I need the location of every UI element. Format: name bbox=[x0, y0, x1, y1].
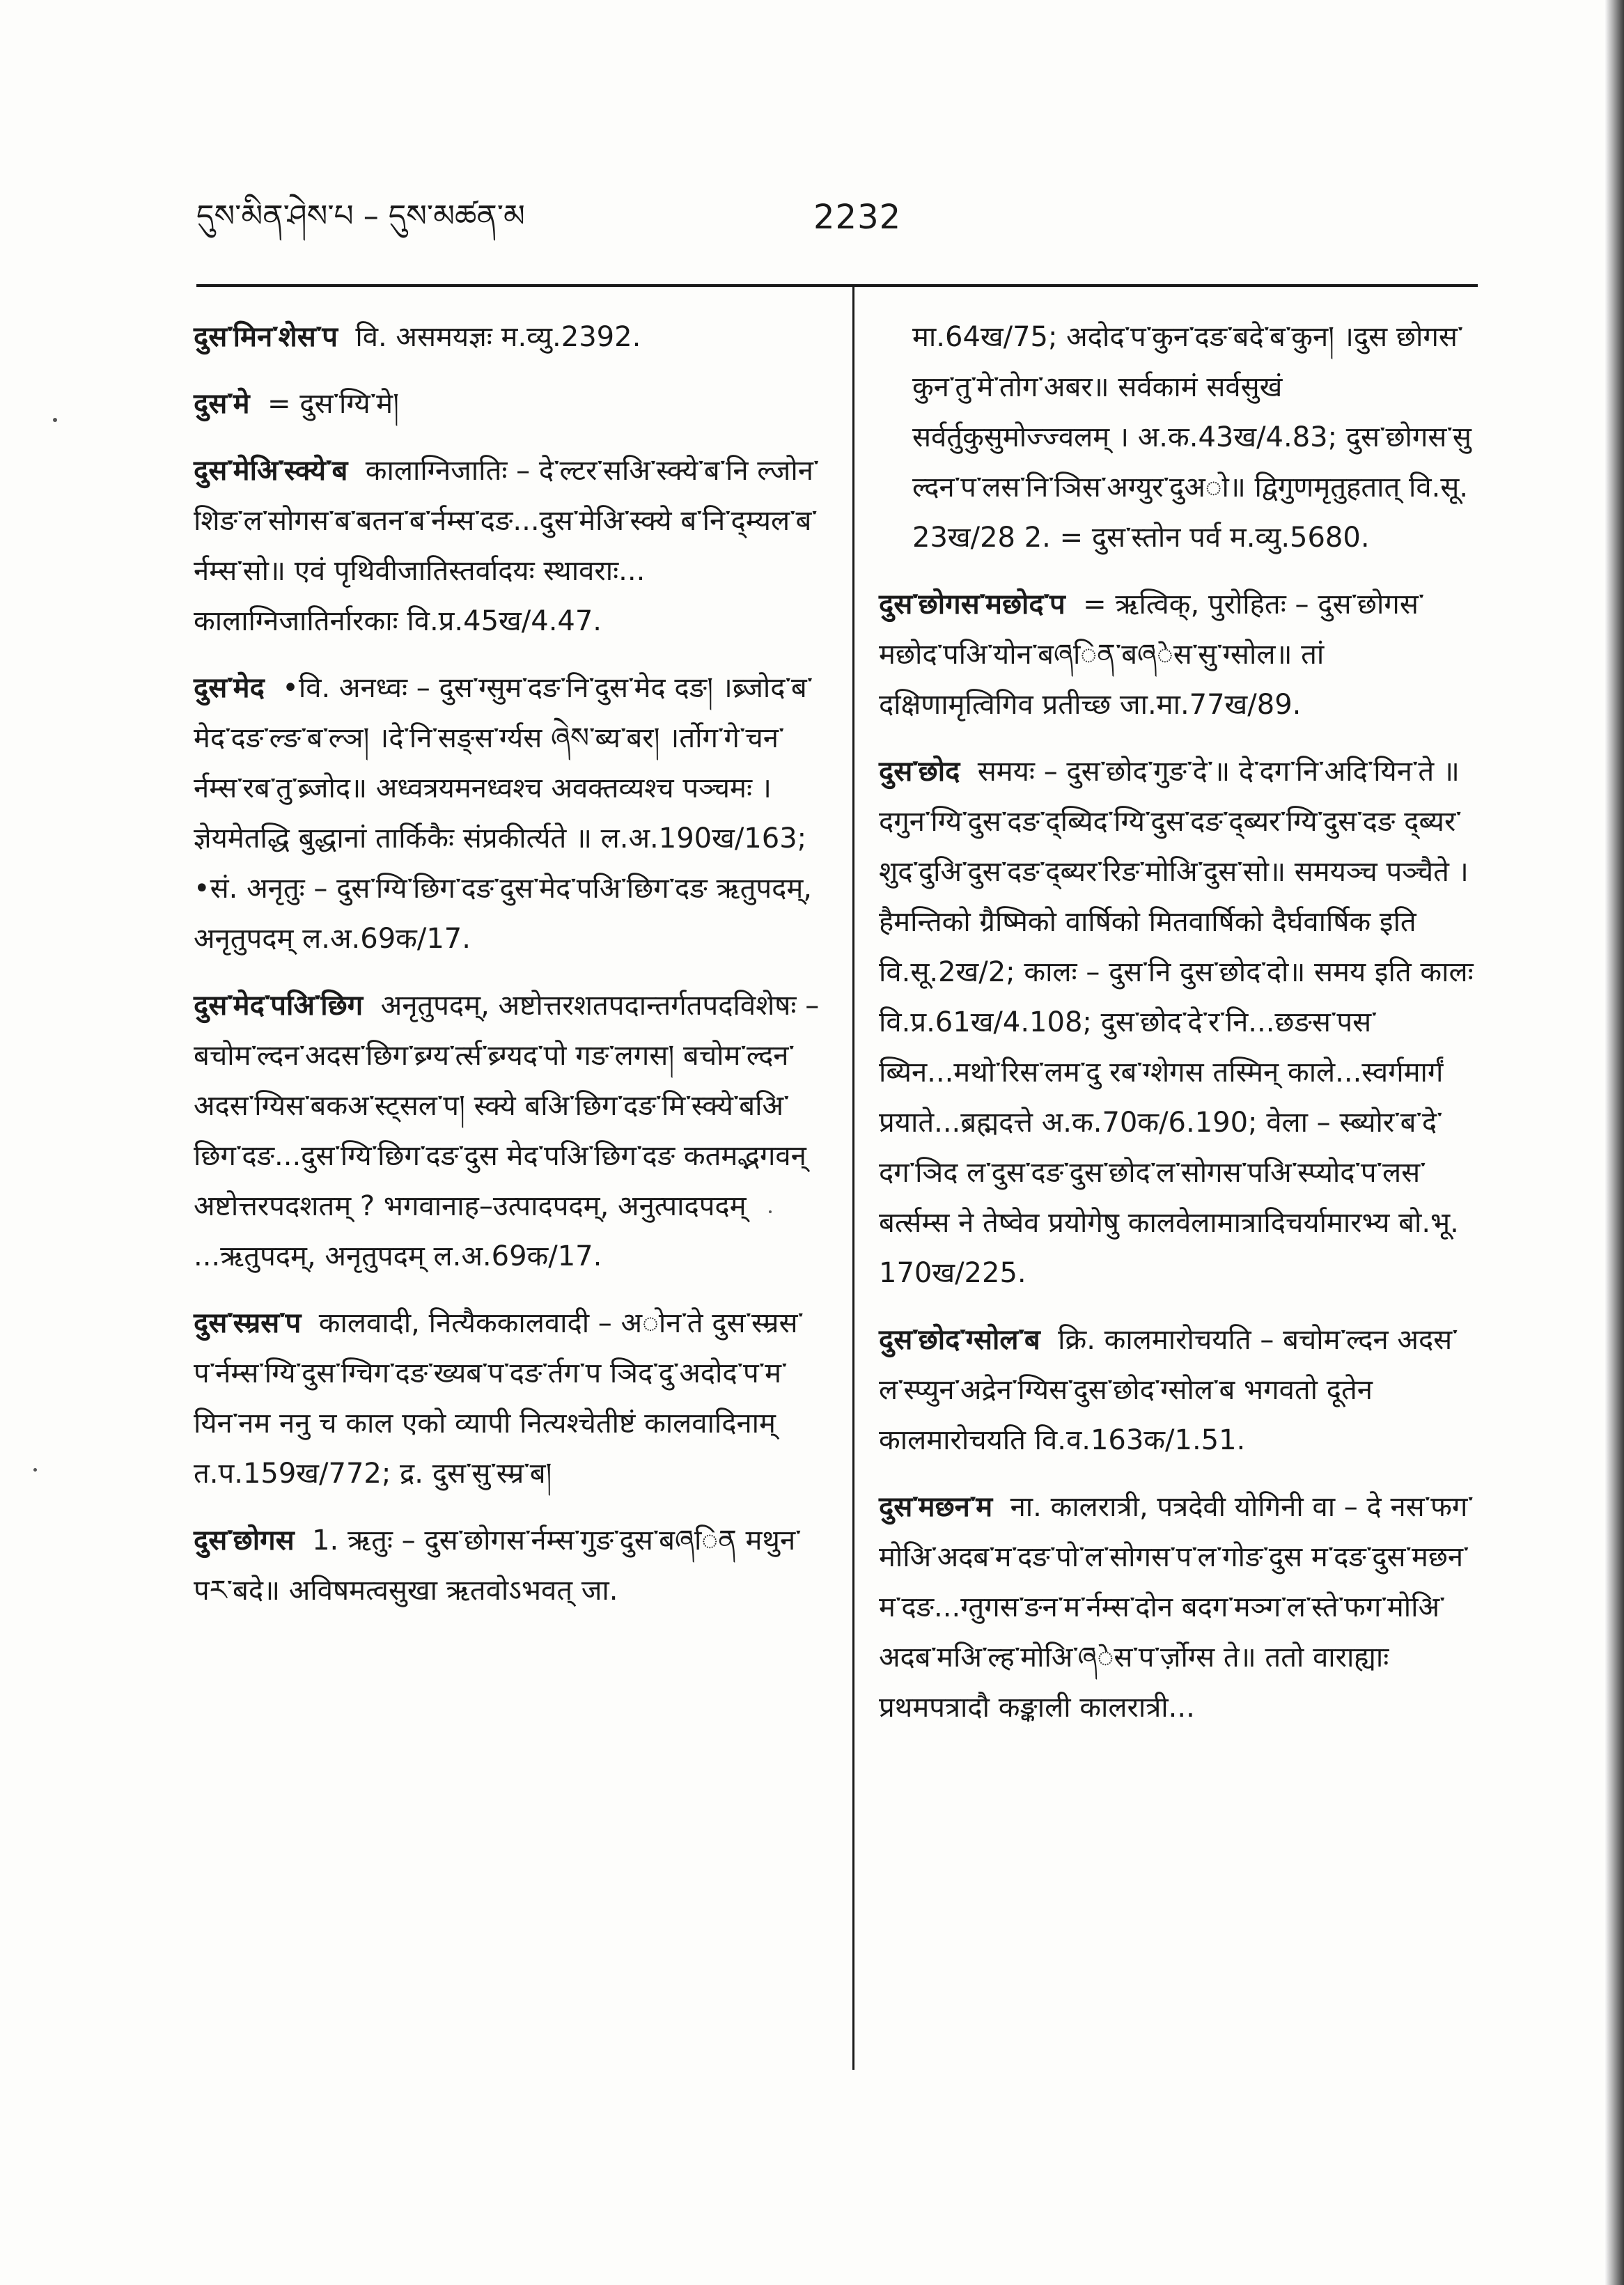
entry bbox=[194, 1298, 822, 1499]
entry bbox=[879, 1315, 1478, 1465]
page-number: 2232 bbox=[813, 198, 902, 237]
entry-headword: दुस་छोद་ग्सोल་ब bbox=[879, 1324, 1040, 1356]
scan-speck bbox=[53, 418, 57, 422]
entry-headword: दुस་मछन་म bbox=[879, 1491, 993, 1523]
entry-text: कालाग्निजातिः – दे་ल्टर་सअि་स्क्ये་ब་नि ल्जोन་शिङ་ल་सोगस་ब་बतन་ब་र्नम्स་दङ...दुस་मेअि་स्क्ये ब་नि་द्म्यल་ब་र्नम्स་सो॥ एवं पृथिवीजातिस्तर्वादयः स्थावराः... कालाग्निजातिर्नारकाः वि.प्र.45ख/4.47. bbox=[194, 455, 820, 637]
header-rule bbox=[196, 284, 1478, 287]
entry-headword: दुस་छोगस bbox=[194, 1524, 295, 1557]
entry-text: ना. कालरात्री, पत्रदेवी योगिनी वा – दे नस་फग་मोअि་अदब་म་दङ་पो་ल་सोगस་प་ल་गोङ་दुस म་दङ་दुस་मछन་म་दङ...ग्तुगस་ङन་म་र्नम्स་दोन बदग་मञ्ग་ल་स्ते་फग་मोअि་अदब་मअि་ल्ह་मोअि་ཞेस་प་र्ज़ोग्स ते॥ ततो वाराह्याः प्रथमपत्रादौ कङ्काली कालरात्री... bbox=[879, 1491, 1474, 1724]
entry bbox=[879, 747, 1478, 1298]
entry-text: समयः – दुस་छोद་गुङ་दे་॥ दे་दग་नि་अदि་यिन་ते ॥ दगुन་ग्यि་दुस་दङ་द्ब्यिद་ग्यि་दुस་दङ་द्ब्यर་ग्यि་दुस་दङ द्ब्यर་शुद་दुअि་दुस་दङ་द्ब्यर་रिङ་मोअि་दुस་सो॥ समयञ्च पञ्चैते । हैमन्तिको ग्रैष्मिको वार्षिको मितवार्षिको दैर्घवार्षिक इति वि.सू.2ख/2; कालः – दुस་नि दुस་छोद་दो॥ समय इति कालः वि.प्र.61ख/4.108; दुस་छोद་दे་र་नि...छङस་पस་ब्यिन...मथो་रिस་लम་दु रब་ग्शेगस तस्मिन् काले...स्वर्गमार्गं प्रयाते...ब्रह्मदत्ते अ.क.70क/6.190; वेला – स्ब्योर་ब་दे་दग་ञिद ल་दुस་दङ་दुस་छोद་ल་सोगस་पअि་स्प्योद་प་लस་बर्त्सम्स ने तेष्वेव प्रयोगेषु कालवेलामात्रादिचर्यामारभ्य बो.भू. 170ख/225. bbox=[879, 756, 1474, 1289]
running-head: དུས་མིན་ཤེས་པ – དུས་མཚན་མ bbox=[196, 198, 525, 234]
column-divider bbox=[852, 286, 854, 2070]
entry bbox=[879, 1482, 1478, 1733]
entry-headword: दुस་मे bbox=[194, 388, 250, 420]
entry-text: 1. ऋतुः – दुस་छोगस་र्नम्स་गुङ་दुस་बཞिན मथुन་पར་बदे॥ अविषमत्वसुखा ऋतवोऽभवत् जा. bbox=[194, 1524, 802, 1607]
entry-headword: दुस་मेद་पअि་छिग bbox=[194, 990, 364, 1022]
entry bbox=[194, 446, 822, 646]
entry-headword: दुस་मेअि་स्क्ये་ब bbox=[194, 455, 348, 487]
scan-speck bbox=[33, 1468, 37, 1472]
entry-text: •वि. अनध्वः – दुस་ग्सुम་दङ་नि་दुस་मेद दङ། ।ब्र्जोद་ब་मेद་दङ་ल्ङ་ब་ल्ञ། ।दे་नि་सङ्स་र्ग्यस ཞེས་ब्य་बर། ।र्तोग་गे་चन་र्नम्स་रब་तु་ब्र्जोद॥ अध्वत्रयमनध्वश्च अवक्तव्यश्च पञ्चमः । ज्ञेयमेतद्धि बुद्धानां तार्किकैः संप्रकीर्त्यते ॥ ल.अ.190ख/163; •सं. अनृतुः – दुस་ग्यि་छिग་दङ་दुस་मेद་पअि་छिग་दङ ऋतुपदम्, अनृतुपदम् ल.अ.69क/17. bbox=[194, 672, 813, 955]
entry-text: कालवादी, नित्यैककालवादी – अोन་ते दुस་स्म्रस་प་र्नम्स་ग्यि་दुस་ग्चिग་दङ་ख्यब་प་दङ་र्तग་प ञिद་दु་अदोद་प་म་यिन་नम ननु च काल एको व्यापी नित्यश्चेतीष्टं कालवादिनाम् त.प.159ख/772; द्र. दुस་सु་स्म्र་ब། bbox=[194, 1307, 804, 1490]
entry-text: क्रि. कालमारोचयति – बचोम་ल्दन अदस་ल་स्प्युन་अद्रेन་ग्यिस་दुस་छोद་ग्सोल་ब भगवतो दूतेन कालमारोचयति वि.व.163क/1.51. bbox=[879, 1324, 1458, 1456]
entry-headword: दुस་छोद bbox=[879, 756, 960, 788]
entry-text: मा.64ख/75; अदोद་प་कुन་दङ་बदे་ब་कुन། ।दुस छोगस་कुन་तु་मे་तोग་अबर॥ सर्वकामं सर्वसुखं सर्वर्तुकुसुमोज्ज्वलम् । अ.क.43ख/4.83; दुस་छोगस་सु ल्दन་प་लस་नि་ञिस་अग्युर་दुअो॥ द्विगुणमृतुहतात् वि.सू. 23ख/28 2. = दुस་स्तोन पर्व म.व्यु.5680. bbox=[912, 321, 1471, 554]
entry-text: वि. असमयज्ञः म.व्यु.2392. bbox=[355, 321, 641, 353]
right-column bbox=[879, 312, 1478, 1749]
scan-speck bbox=[769, 1210, 772, 1213]
entry bbox=[194, 981, 822, 1281]
entry bbox=[879, 579, 1478, 730]
binding-edge bbox=[1605, 0, 1624, 2285]
left-column bbox=[194, 312, 822, 1632]
entry-text: अनृतुपदम्, अष्टोत्तरशतपदान्तर्गतपदविशेषः – बचोम་ल्दन་अदस་छिग་ब्र्ग्य་र्त्स་ब्र्ग्यद་पो गङ་लगस། बचोम་ल्दन་अदस་ग्यिस་बकअ་स्ट्सल་प། स्क्ये बअि་छिग་दङ་मि་स्क्ये་बअि་छिग་दङ...दुस་ग्यि་छिग་दङ་दुस मेद་पअि་छिग་दङ कतमद्भगवन् अष्टोत्तरपदशतम् ? भगवानाह–उत्पादपदम्, अनुत्पादपदम् ...ऋतुपदम्, अनृतुपदम् ल.अ.69क/17. bbox=[194, 990, 820, 1272]
entry bbox=[194, 663, 822, 964]
entry-headword: दुस་मेद bbox=[194, 672, 265, 704]
entry-text: = दुस་ग्यि་मे། bbox=[267, 388, 399, 420]
entry-continuation bbox=[879, 312, 1478, 563]
entry-headword: दुस་स्म्रस་प bbox=[194, 1307, 302, 1339]
entry-text: = ऋत्विक्, पुरोहितः – दुस་छोगस་मछोद་पअि་योन་बཞिན་बཞेस་सु་ग्सोल॥ तां दक्षिणामृत्विगिव प्रतीच्छ जा.मा.77ख/89. bbox=[879, 588, 1425, 721]
entry bbox=[194, 379, 822, 429]
entry-headword: दुस་छोगस་मछोद་प bbox=[879, 588, 1065, 621]
entry bbox=[194, 312, 822, 362]
entry-headword: दुस་मिन་शेस་प bbox=[194, 321, 338, 353]
entry bbox=[194, 1515, 822, 1616]
